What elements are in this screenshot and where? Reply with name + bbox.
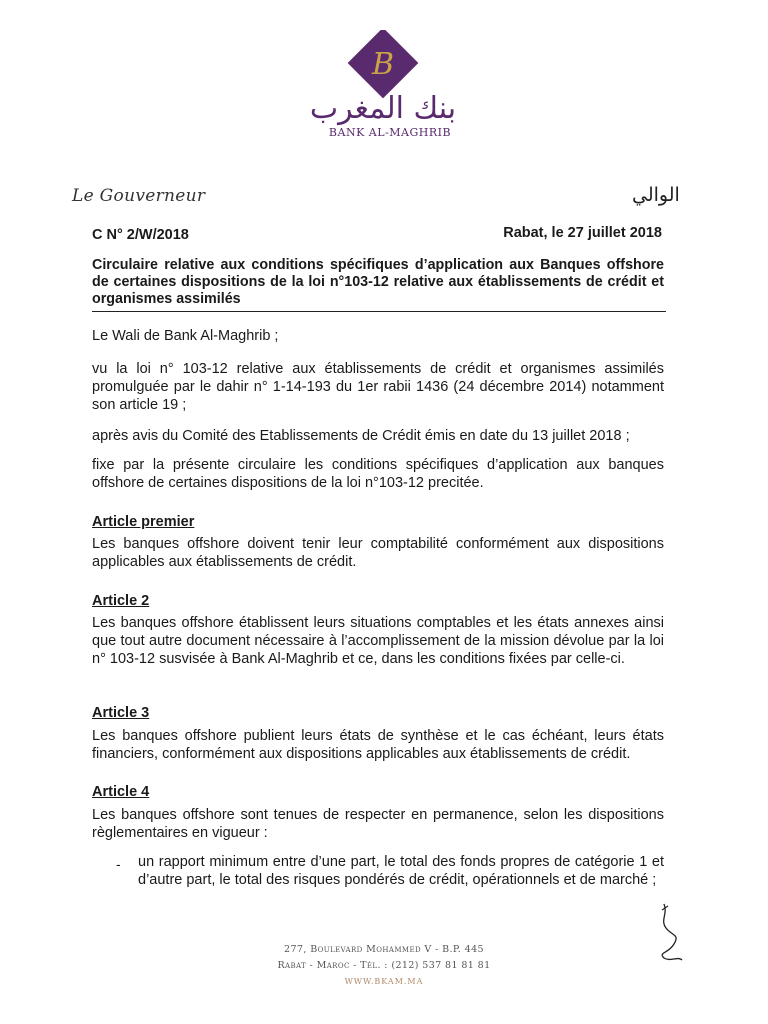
preamble-paragraph: fixe par la présente circulaire les conditions spécifiques d’application aux banques offshore de certaines dispositions de la loi n°103-12 precitée.: [92, 457, 664, 491]
footer-address-line: Rabat - Maroc - Tél. : (212) 537 81 81 81: [277, 960, 491, 971]
article-title: Article 4: [92, 784, 150, 800]
footer-website: WWW.BKAM.MA: [344, 977, 424, 986]
logo-monogram: B: [371, 47, 395, 82]
preamble-paragraph: vu la loi n° 103-12 relative aux établissements de crédit et organismes assimilés promulguée par le dahir n° 1-14-193 du 1er rabii 1436 (24 décembre 2014) notamment son article 19 ;: [92, 361, 664, 413]
logo-arabic-name: بنك المغرب: [309, 91, 457, 126]
article-bullet-item: un rapport minimum entre d’une part, le total des fonds propres de catégorie 1 et d’autre part, le total des risques pondérés de crédit, opérationnels et de marché ;: [138, 854, 664, 888]
article-text: Les banques offshore publient leurs états de synthèse et le cas échéant, leurs états financiers, conformément aux dispositions applicables aux établissements de crédit.: [92, 728, 664, 762]
governor-title-ar: الوالي: [632, 184, 680, 206]
governor-title-fr: Le Gouverneur: [72, 186, 206, 206]
article-title: Article premier: [92, 514, 195, 530]
article-text: Les banques offshore établissent leurs situations comptables et les états annexes ainsi que tout autre document nécessaire à l’accomplissement de la mission dévolue par la loi n° 103-12 susvisée à Bank Al-Maghrib et ce, dans les conditions fixées par celle-ci.: [92, 615, 664, 667]
logo-diamond-emblem: [348, 30, 419, 98]
article-text: Les banques offshore sont tenues de respecter en permanence, selon les dispositions règlementaires en vigueur :: [92, 807, 664, 841]
logo-latin-name: BANK AL-MAGHRIB: [328, 126, 452, 139]
bullet-marker: -: [116, 856, 121, 872]
bank-al-maghrib-logo: [288, 30, 478, 142]
article-title: Article 3: [92, 705, 150, 721]
circular-reference: C N° 2/W/2018: [92, 227, 189, 243]
circular-subject: Circulaire relative aux conditions spécifiques d’application aux Banques offshore de certaines dispositions de la loi n°103-12 relative aux établissements de crédit et organismes assimilés: [92, 257, 664, 307]
article-title: Article 2: [92, 593, 150, 609]
preamble-paragraph: après avis du Comité des Etablissements de Crédit émis en date du 13 juillet 2018 ;: [92, 428, 630, 444]
footer-address-line: 277, Boulevard Mohammed V - B.P. 445: [284, 944, 484, 955]
article-text: Les banques offshore doivent tenir leur comptabilité conformément aux dispositions applicables aux établissements de crédit.: [92, 536, 664, 570]
subject-divider: [92, 311, 666, 312]
preamble-paragraph: Le Wali de Bank Al-Maghrib ;: [92, 328, 279, 344]
date-line: Rabat, le 27 juillet 2018: [503, 225, 662, 241]
